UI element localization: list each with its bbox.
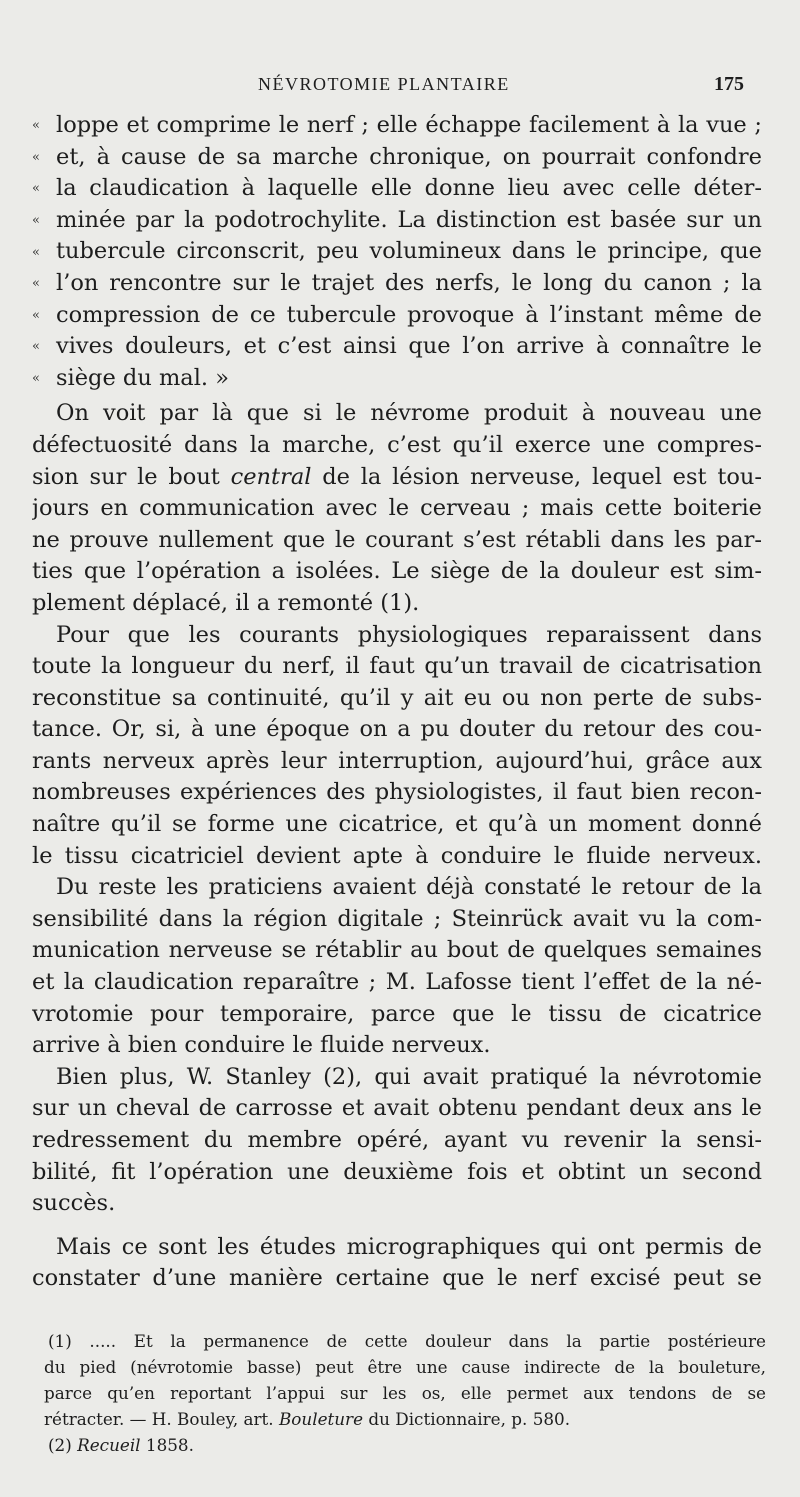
line-text: tubercule circonscrit, peu volumineux dans le principe, que: [56, 238, 762, 265]
text-line: bilité, fit l’opération une deuxième fois et obtint un second: [32, 1158, 762, 1185]
quote-mark: «: [32, 339, 40, 355]
paragraph: [32, 620, 762, 873]
quote-mark: «: [32, 181, 40, 197]
line-text: la claudication à laquelle elle donne lieu avec celle déter-: [56, 175, 762, 202]
running-title: NÉVROTOMIE PLANTAIRE: [258, 74, 510, 94]
quote-mark: «: [32, 244, 40, 260]
text-line-with-italic: [32, 462, 762, 494]
text-line: jours en communication avec le cerveau ; mais cette boiterie: [32, 495, 762, 522]
footnote-line: (1) ..... Et la permanence de cette douleur dans la partie postérieure: [48, 1331, 766, 1351]
text-line: [32, 110, 762, 142]
text-line: ties que l’opération a isolées. Le siège de la douleur est sim-: [32, 558, 762, 585]
text-line: redressement du membre opéré, ayant vu revenir la sensi-: [32, 1127, 762, 1153]
text-line: le tissu cicatriciel devient apte à conduire le fluide nerveux.: [32, 842, 762, 869]
quote-mark: «: [32, 118, 40, 134]
footnote-text-italic-word: (2) Recueil 1858.: [48, 1435, 194, 1455]
quote-mark: «: [32, 149, 40, 165]
text-line: [32, 142, 762, 174]
quote-mark: «: [32, 276, 40, 292]
text-line: plement déplacé, il a remonté (1).: [32, 589, 420, 616]
quote-mark: «: [32, 370, 40, 386]
line-text-italic-word: sion sur le bout central de la lésion nerveuse, lequel est tou-: [32, 463, 762, 490]
text-line: Pour que les courants physiologiques reparaissent dans: [56, 621, 762, 648]
line-text: loppe et comprime le nerf ; elle échappe facilement à la vue ;: [56, 112, 762, 138]
footnotes: [44, 1328, 766, 1458]
text-line: reconstitue sa continuité, qu’il y ait eu ou non perte de subs-: [32, 684, 762, 711]
footnote-text-italic-word: rétracter. — H. Bouley, art. Bouleture du Dictionnaire, p. 580.: [44, 1409, 571, 1429]
text-line: sensibilité dans la région digitale ; Steinrück avait vu la com-: [32, 905, 762, 932]
text-line: [32, 300, 762, 332]
line-text: l’on rencontre sur le trajet des nerfs, le long du canon ; la: [56, 269, 762, 296]
italic-word: Recueil: [77, 1435, 141, 1455]
page-number: 175: [714, 73, 744, 95]
italic-word: central: [230, 463, 312, 490]
text-line: ne prouve nullement que le courant s’est rétabli dans les par-: [32, 526, 762, 553]
quoted-paragraph: [32, 110, 762, 394]
text-line: munication nerveuse se rétablir au bout de quelques semaines: [32, 937, 762, 964]
text-line: nombreuses expériences des physiologistes, il faut bien recon-: [32, 779, 762, 806]
footnote-line: du pied (névrotomie basse) peut être une cause indirecte de la bouleture,: [44, 1357, 766, 1377]
text-line: Mais ce sont les études micrographiques qui ont permis de: [56, 1233, 762, 1260]
line-text: siège du mal. »: [56, 364, 229, 391]
text-line: [32, 331, 762, 363]
line-text: compression de ce tubercule provoque à l’instant même de: [56, 301, 762, 328]
text-line: [32, 363, 762, 395]
footnote-line-with-italic: [44, 1406, 766, 1432]
text-line: Du reste les praticiens avaient déjà constaté le retour de la: [56, 874, 762, 901]
paragraph: [32, 1232, 762, 1295]
text-line: rants nerveux après leur interruption, aujourd’hui, grâce aux: [32, 747, 762, 774]
text-line: naître qu’il se forme une cicatrice, et qu’à un moment donné: [32, 811, 762, 838]
text-line: [32, 173, 762, 205]
text-line: toute la longueur du nerf, il faut qu’un travail de cicatrisation: [32, 653, 762, 680]
text-line: défectuosité dans la marche, c’est qu’il exerce une compres-: [32, 431, 762, 458]
quote-mark: «: [32, 307, 40, 323]
footnote-1: [44, 1328, 766, 1432]
text-line: tance. Or, si, à une époque on a pu douter du retour des cou-: [32, 716, 762, 743]
text-line: constater d’une manière certaine que le nerf excisé peut se: [32, 1265, 762, 1292]
text-line: sur un cheval de carrosse et avait obtenu pendant deux ans le: [32, 1095, 762, 1122]
line-text: minée par la podotrochylite. La distinction est basée sur un: [56, 206, 762, 233]
running-head: [0, 74, 800, 98]
footnote-2: [44, 1432, 766, 1458]
quote-mark: «: [32, 212, 40, 228]
line-text: vives douleurs, et c’est ainsi que l’on arrive à connaître le: [56, 333, 762, 360]
text-line: [32, 205, 762, 237]
paragraph-continuation: [32, 430, 762, 620]
footnote-line-with-italic: [44, 1432, 766, 1458]
paragraph: [32, 398, 762, 430]
text-line: [32, 236, 762, 268]
paragraph: [32, 872, 762, 1062]
text-line: Bien plus, W. Stanley (2), qui avait pratiqué la névrotomie: [56, 1063, 762, 1090]
text-line: arrive à bien conduire le fluide nerveux.: [32, 1032, 491, 1059]
text-line: [32, 268, 762, 300]
text-line: vrotomie pour temporaire, parce que le tissu de cicatrice: [32, 1000, 762, 1027]
footnote-line: parce qu’en reportant l’appui sur les os, elle permet aux tendons de se: [44, 1383, 766, 1403]
italic-word: Bouleture: [278, 1409, 364, 1429]
body-text: [32, 110, 762, 1295]
text-line: On voit par là que si le névrome produit à nouveau une: [56, 400, 762, 427]
line-text: et, à cause de sa marche chronique, on pourrait confondre: [56, 143, 762, 170]
text-line: et la claudication reparaître ; M. Lafosse tient l’effet de la né-: [32, 969, 762, 996]
text-line: succès.: [32, 1190, 116, 1217]
paragraph: [32, 1062, 762, 1220]
